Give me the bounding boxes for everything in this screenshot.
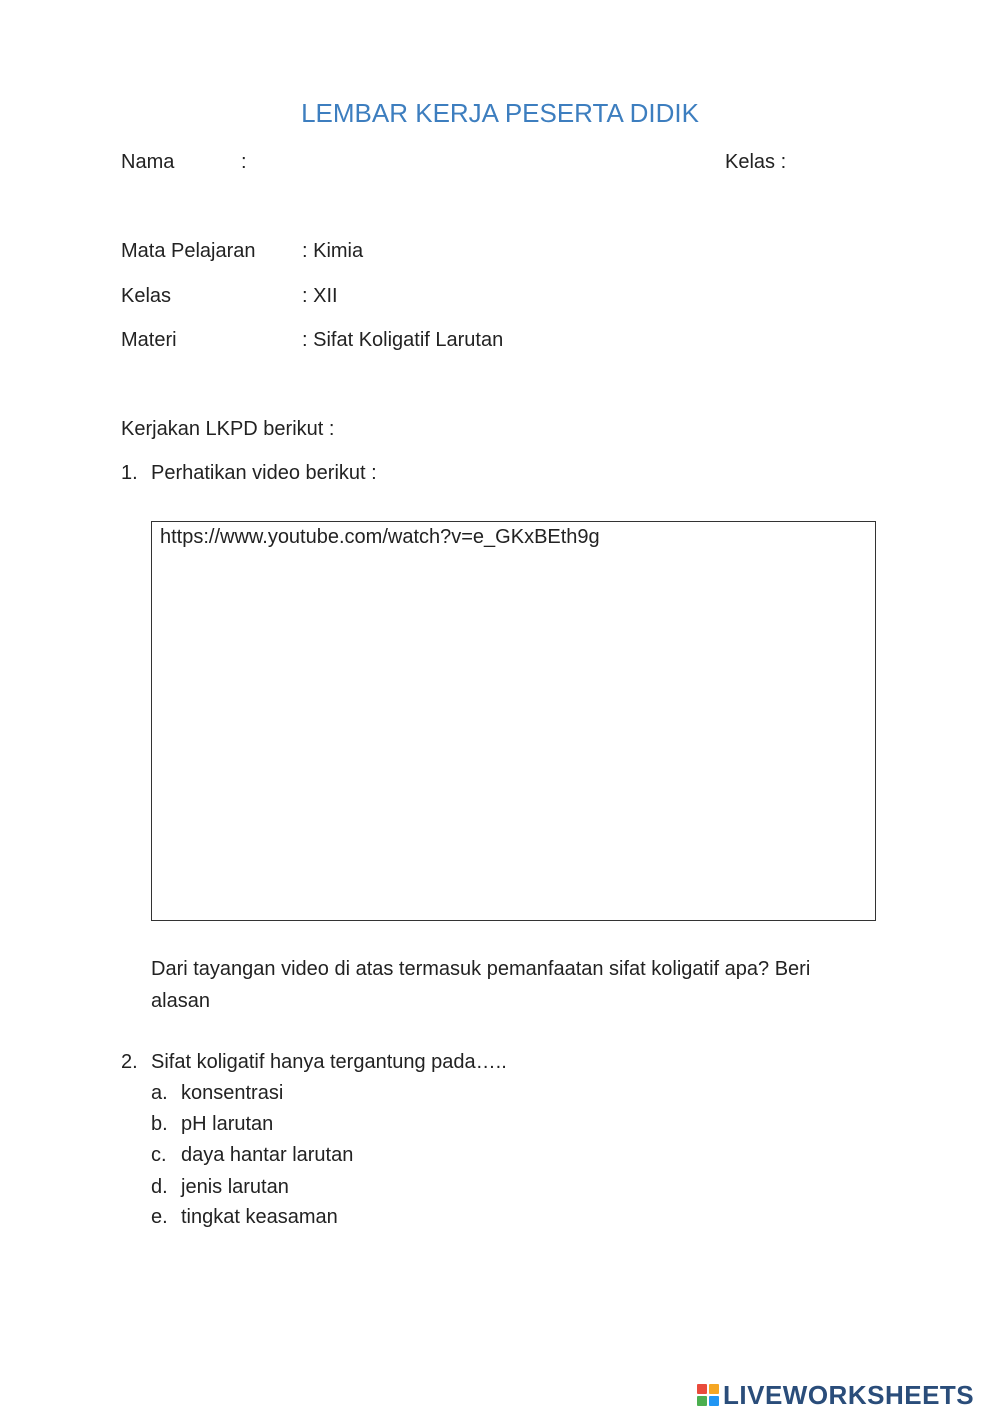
video-url[interactable]: https://www.youtube.com/watch?v=e_GKxBEth9g [160,526,600,548]
option-text: daya hantar larutan [181,1144,354,1166]
option-text: jenis larutan [181,1176,289,1198]
kelas-header-label: Kelas : [725,151,787,173]
q1-question-line2: alasan [151,990,210,1012]
info-value-subject: : Kimia [302,240,364,262]
logo-icon [697,1384,719,1406]
video-box[interactable] [151,521,876,921]
info-value-material: : Sifat Koligatif Larutan [302,329,504,351]
info-label-class: Kelas [121,285,172,307]
option-letter: d. [151,1176,168,1198]
q2-number: 2. [121,1051,138,1073]
option-text: tingkat keasaman [181,1206,338,1228]
q1-question-line1: Dari tayangan video di atas termasuk pemanfaatan sifat koligatif apa? Beri [151,958,811,980]
option-text: pH larutan [181,1113,274,1135]
q1-number: 1. [121,462,138,484]
logo-text: LIVEWORKSHEETS [723,1379,975,1410]
instruction-text: Kerjakan LKPD berikut : [121,418,335,440]
info-value-class: : XII [302,285,338,307]
option-letter: a. [151,1082,168,1104]
option-letter: c. [151,1144,167,1166]
q1-text: Perhatikan video berikut : [151,462,377,484]
liveworksheets-logo [697,1378,974,1412]
option-text: konsentrasi [181,1082,284,1104]
info-label-material: Materi [121,329,177,351]
q2-text: Sifat koligatif hanya tergantung pada….. [151,1051,507,1073]
option-letter: b. [151,1113,168,1135]
nama-colon: : [241,151,247,173]
option-letter: e. [151,1206,168,1228]
info-label-subject: Mata Pelajaran [121,240,256,262]
page-title: LEMBAR KERJA PESERTA DIDIK [301,98,699,128]
nama-label: Nama [121,151,175,173]
